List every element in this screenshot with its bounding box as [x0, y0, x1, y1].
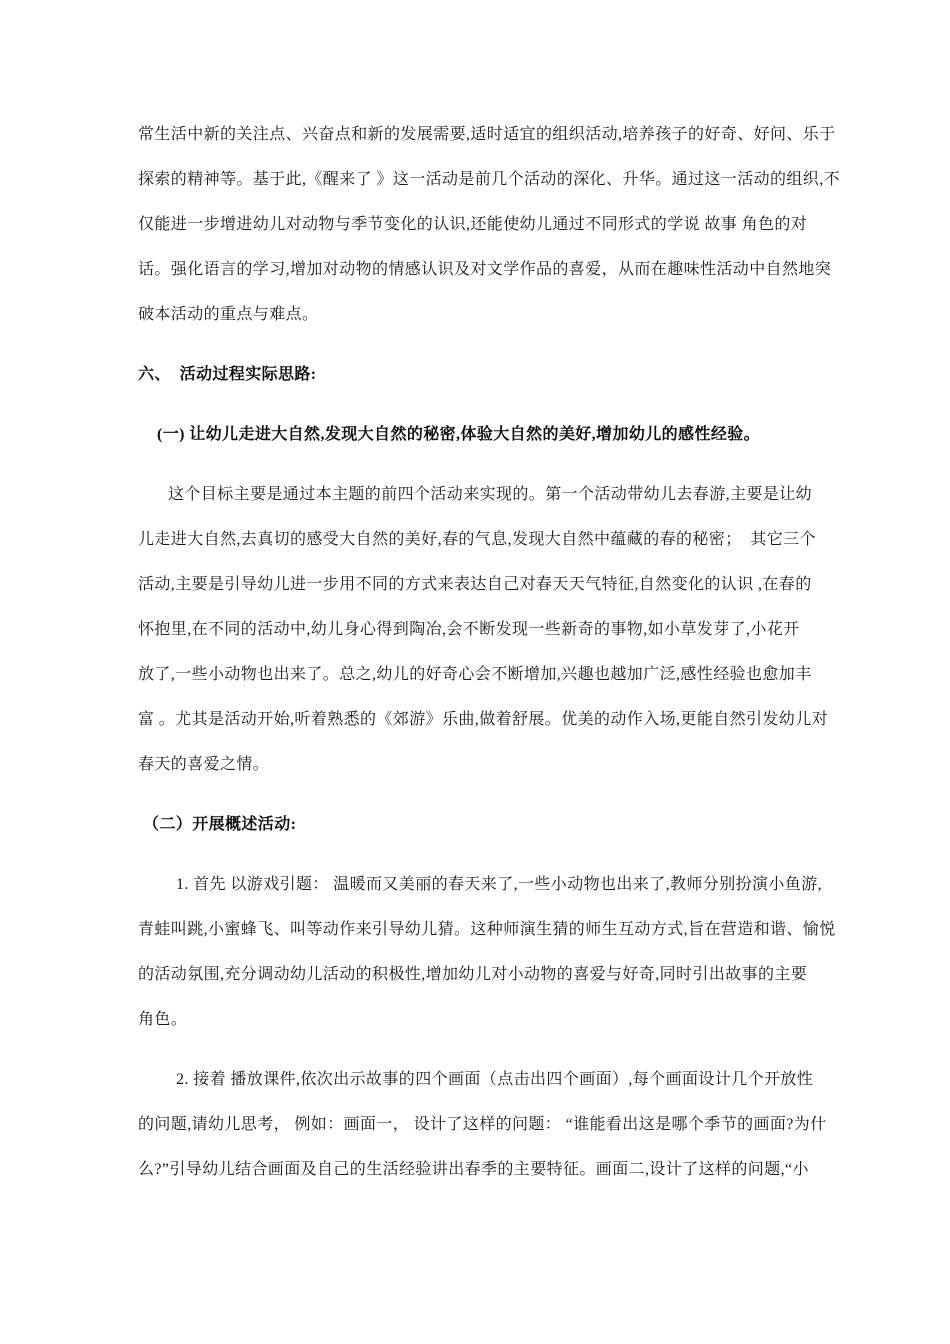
text-line: 春天的喜爱之情。	[138, 756, 270, 773]
text-line: 这个目标主要是通过本主题的前四个活动来实现的。第一个活动带幼儿去春游,主要是让幼	[168, 486, 813, 503]
text-line: 1. 首先 以游戏引题： 温暖而又美丽的春天来了,一些小动物也出来了,教师分别扮演小鱼游,	[176, 876, 823, 893]
text-line: 常生活中新的关注点、兴奋点和新的发展需要,适时适宜的组织活动,培养孩子的好奇、好问、乐于	[138, 126, 836, 143]
text-line: (一) 让幼儿走进大自然,发现大自然的秘密,体验大自然的美好,增加幼儿的感性经验。	[157, 426, 761, 443]
text-line: 的活动氛围,充分调动幼儿活动的积极性,增加幼儿对小动物的喜爱与好奇,同时引出故事的主要	[138, 966, 808, 983]
body-paragraph	[138, 1057, 827, 1192]
section-subheading	[138, 802, 822, 847]
text-line: 青蛙叫跳,小蜜蜂飞、叫等动作来引导幼儿猜。这种师演生猜的师生互动方式,旨在营造和谐、愉悦	[138, 921, 836, 938]
body-paragraph	[138, 862, 836, 1042]
text-line: 探索的精神等。基于此,《醒来了 》这一活动是前几个活动的深化、升华。通过这一活动的组织,不	[138, 171, 841, 188]
text-line: 么?”引导幼儿结合画面及自己的生活经验讲出春季的主要特征。画面二,设计了这样的问题,“小	[138, 1161, 809, 1178]
text-line: 活动,主要是引导幼儿进一步用不同的方式来表达自己对春天天气特征,自然变化的认识 ,在春的	[138, 576, 812, 593]
text-line: 儿走进大自然,去真切的感受大自然的美好,春的气息,发现大自然中蕴藏的春的秘密； 其它三个	[138, 531, 817, 548]
text-line: （二）开展概述活动:	[143, 816, 297, 833]
text-line: 话。强化语言的学习,增加对动物的情感认识及对文学作品的喜爱，从而在趣味性活动中自然地突	[138, 261, 832, 278]
section-heading	[138, 352, 822, 397]
body-paragraph	[138, 112, 841, 337]
body-paragraph	[138, 472, 829, 787]
text-line: 破本活动的重点与难点。	[138, 306, 319, 323]
text-line: 六、 活动过程实际思路:	[138, 366, 317, 383]
text-line: 仅能进一步增进幼儿对动物与季节变化的认识,还能使幼儿通过不同形式的学说 故事 角色的对	[138, 216, 808, 233]
section-subheading	[138, 412, 822, 457]
text-line: 富 。尤其是活动开始,听着熟悉的《郊游》乐曲,做着舒展。优美的动作入场,更能自然引发幼儿对	[138, 711, 829, 728]
text-line: 的问题,请幼儿思考， 例如：画面一， 设计了这样的问题： “谁能看出这是哪个季节的画面?为什	[138, 1116, 827, 1133]
text-line: 角色。	[138, 1011, 188, 1028]
text-line: 放了,一些小动物也出来了。总之,幼儿的好奇心会不断增加,兴趣也越加广泛,感性经验也愈加丰	[138, 666, 812, 683]
text-line: 2. 接着 播放课件,依次出示故事的四个画面（点击出四个画面）,每个画面设计几个开放性	[176, 1071, 814, 1088]
text-line: 怀抱里,在不同的活动中,幼儿身心得到陶冶,会不断发现一些新奇的事物,如小草发芽了,小花开	[138, 621, 800, 638]
